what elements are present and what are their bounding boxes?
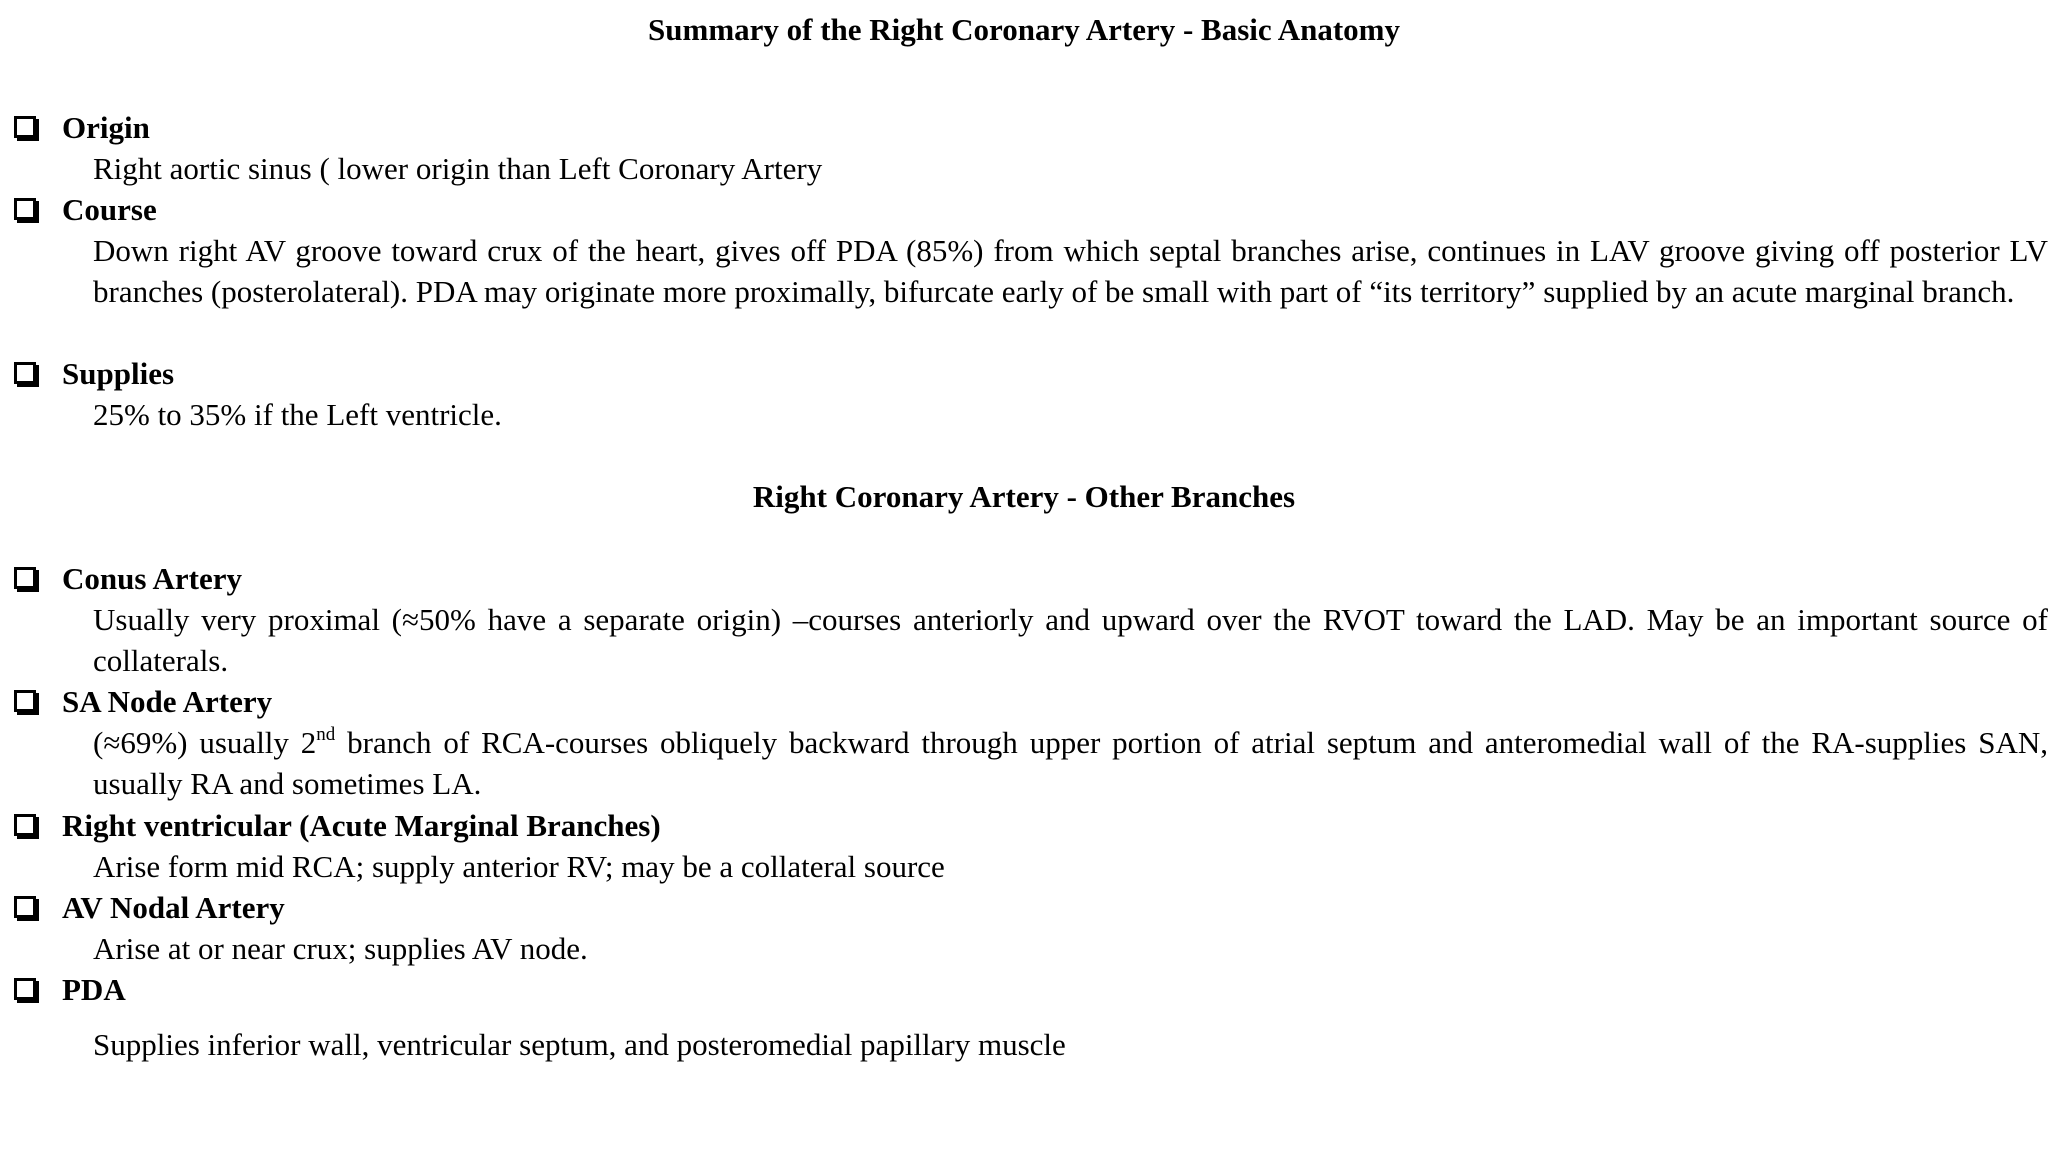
item-body-course: Down right AV groove toward crux of the heart, gives off PDA (85%) from which septal branches arise, continues in LAV groove giving off posterior LV branches (posterolateral). PDA may originate more proximally, bifurcate early of be small with part of “its territory” supplied by an acute marginal branch. <box>93 233 2048 309</box>
item-title-sa-node-artery: SA Node Artery <box>62 684 273 719</box>
item-head <box>14 107 2048 148</box>
list-item-origin <box>14 107 2048 189</box>
item-head <box>14 681 2048 722</box>
sa-node-superscript: nd <box>316 723 336 745</box>
item-title-conus-artery: Conus Artery <box>62 561 242 596</box>
branches-title: Right Coronary Artery - Other Branches <box>752 479 1296 514</box>
item-body-sa-node-artery <box>93 722 2048 804</box>
item-head <box>14 887 2048 928</box>
checkbox-bullet-icon <box>14 116 36 138</box>
list-item-sa-node-artery <box>14 681 2048 804</box>
checkbox-bullet-icon <box>14 814 36 836</box>
item-body-pda: Supplies inferior wall, ventricular septum, and posteromedial papillary muscle <box>93 1027 1066 1062</box>
checkbox-bullet-icon <box>14 978 36 1000</box>
list-item-right-ventricular <box>14 805 2048 887</box>
item-body-origin: Right aortic sinus ( lower origin than Left Coronary Artery <box>93 151 823 186</box>
checkbox-bullet-icon <box>14 567 36 589</box>
checkbox-bullet-icon <box>14 198 36 220</box>
item-body-supplies: 25% to 35% if the Left ventricle. <box>93 397 502 432</box>
sa-node-text-end: branch of RCA-courses obliquely backward through upper portion of atrial septum and anteromedial wall of the RA-supplies SAN, usually RA and sometimes LA. <box>93 725 2048 801</box>
list-item-supplies <box>14 353 2048 435</box>
item-body-right-ventricular: Arise form mid RCA; supply anterior RV; may be a collateral source <box>93 849 945 884</box>
sa-node-text-start: (≈69%) usually 2 <box>93 725 317 760</box>
item-head <box>14 805 2048 846</box>
item-title-pda: PDA <box>62 972 126 1007</box>
list-item-pda <box>14 969 2048 1065</box>
item-head <box>14 353 2048 394</box>
list-item-av-nodal-artery <box>14 887 2048 969</box>
list-item-course <box>14 189 2048 312</box>
item-title-origin: Origin <box>62 110 150 145</box>
checkbox-bullet-icon <box>14 362 36 384</box>
item-head <box>14 558 2048 599</box>
item-title-course: Course <box>62 192 157 227</box>
main-title: Summary of the Right Coronary Artery - Basic Anatomy <box>648 12 1400 47</box>
item-body-av-nodal-artery: Arise at or near crux; supplies AV node. <box>93 931 588 966</box>
item-title-supplies: Supplies <box>62 356 175 391</box>
item-head <box>14 969 2048 1010</box>
item-body-conus-artery: Usually very proximal (≈50% have a separate origin) –courses anteriorly and upward over the RVOT toward the LAD. May be an important source of collaterals. <box>93 602 2048 678</box>
list-item-conus-artery <box>14 558 2048 681</box>
checkbox-bullet-icon <box>14 690 36 712</box>
item-title-right-ventricular: Right ventricular (Acute Marginal Branches) <box>62 808 661 843</box>
checkbox-bullet-icon <box>14 896 36 918</box>
item-title-av-nodal-artery: AV Nodal Artery <box>62 890 285 925</box>
item-head <box>14 189 2048 230</box>
